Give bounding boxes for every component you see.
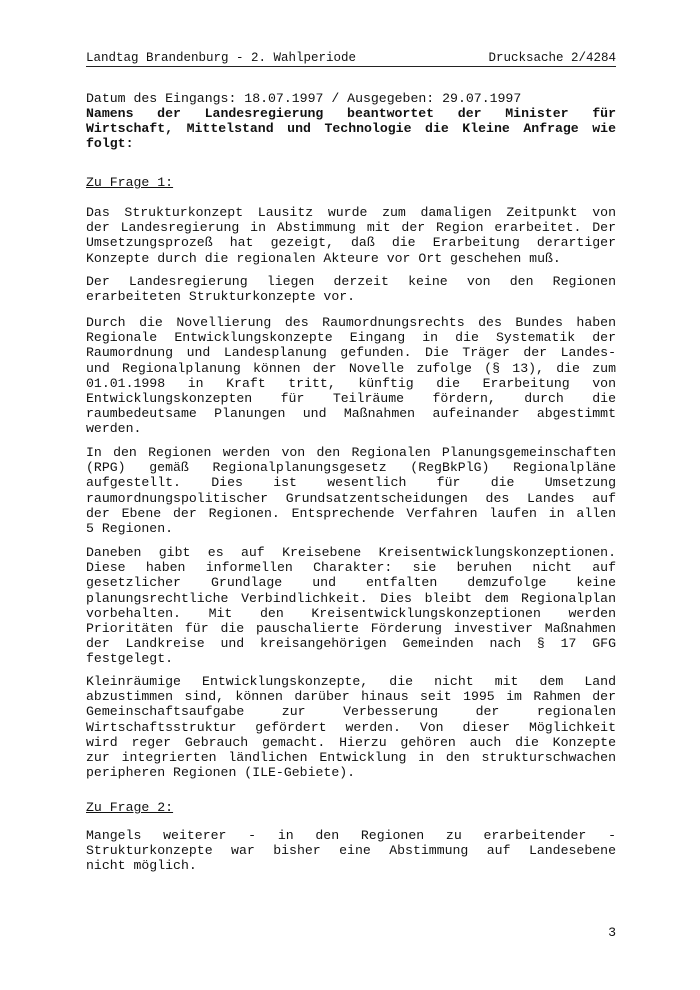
paragraph-line: planungsrechtliche Verbindlichkeit. Dies bleibt dem Regionalplan xyxy=(86,590,616,606)
frage1-heading-text: Zu Frage 1: xyxy=(86,175,174,190)
paragraph-line: wird reger Gebrauch gemacht. Hierzu gehören auch die Konzepte xyxy=(86,734,616,750)
frage1-paragraph-6 xyxy=(86,674,616,780)
paragraph-line: vorbehalten. Mit den Kreisentwicklungskonzeptionen werden xyxy=(86,605,616,621)
paragraph-line: Der Landesregierung liegen derzeit keine von den Regionen xyxy=(86,274,616,289)
frage1-paragraph-3 xyxy=(86,315,616,437)
paragraph-line: und Regionalplanung können der Novelle zufolge (§ 13), die zum xyxy=(86,360,616,376)
header-document-number: Drucksache 2/4284 xyxy=(488,51,616,65)
paragraph-line: Durch die Novellierung des Raumordnungsrechts des Bundes haben xyxy=(86,315,616,330)
paragraph-line: der Ebene der Regionen. Entsprechende Verfahren laufen in allen xyxy=(86,505,616,521)
paragraph-line: werden. xyxy=(86,421,142,437)
paragraph-line: abzustimmen sind, können darüber hinaus seit 1995 im Rahmen der xyxy=(86,689,616,705)
intro-line: Wirtschaft, Mittelstand und Technologie die Kleine Anfrage wie xyxy=(86,121,616,137)
dates-text: Datum des Eingangs: 18.07.1997 / Ausgegeben: 29.07.1997 xyxy=(86,91,522,106)
paragraph-line: Raumordnung und Landesplanung gefunden. Die Träger der Landes- xyxy=(86,345,616,361)
paragraph-line: gesetzlicher Grundlage und entfalten demzufolge keine xyxy=(86,575,616,591)
paragraph-line: Regionale Entwicklungskonzepte Eingang in die Systematik der xyxy=(86,330,616,346)
paragraph-line: Daneben gibt es auf Kreisebene Kreisentwicklungskonzeptionen. xyxy=(86,545,616,560)
paragraph-line: peripheren Regionen (ILE-Gebiete). xyxy=(86,765,356,781)
paragraph-line: zur integrierten ländlichen Entwicklung in den strukturschwachen xyxy=(86,749,616,765)
intro-line: Namens der Landesregierung beantwortet der Minister für xyxy=(86,106,616,121)
paragraph-line: Strukturkonzepte war bisher eine Abstimmung auf Landesebene xyxy=(86,843,616,859)
date-line xyxy=(86,91,616,106)
paragraph-line: Kleinräumige Entwicklungskonzepte, die nicht mit dem Land xyxy=(86,674,616,689)
paragraph-line: Umsetzungsprozeß hat gezeigt, daß die Erarbeitung derartiger xyxy=(86,235,616,251)
intro-paragraph xyxy=(86,106,616,152)
paragraph-line: 5 Regionen. xyxy=(86,520,174,536)
page-number: 3 xyxy=(608,925,616,940)
frage1-paragraph-1 xyxy=(86,205,616,266)
page-header xyxy=(86,50,616,67)
frage2-heading-text: Zu Frage 2: xyxy=(86,800,174,815)
paragraph-line: Wirtschaftsstruktur gefördert werden. Von dieser Möglichkeit xyxy=(86,719,616,735)
paragraph-line: 01.01.1998 in Kraft tritt, künftig die Erarbeitung von xyxy=(86,375,616,391)
paragraph-line: Das Strukturkonzept Lausitz wurde zum damaligen Zeitpunkt von xyxy=(86,205,616,220)
paragraph-line: Konzepte durch die regionalen Akteure vor Ort geschehen muß. xyxy=(86,250,561,266)
paragraph-line: Entwicklungskonzepten für Teilräume fördern, durch die xyxy=(86,390,616,406)
frage2-heading xyxy=(86,800,616,815)
frage1-paragraph-5 xyxy=(86,545,616,667)
frage1-paragraph-2 xyxy=(86,274,616,304)
paragraph-line: In den Regionen werden von den Regionalen Planungsgemeinschaften xyxy=(86,445,616,460)
frage1-paragraph-4 xyxy=(86,445,616,536)
paragraph-line: (RPG) gemäß Regionalplanungsgesetz (RegBkPlG) Regionalpläne xyxy=(86,460,616,476)
paragraph-line: Diese haben informellen Charakter: sie beruhen nicht auf xyxy=(86,560,616,576)
intro-line: folgt: xyxy=(86,136,134,152)
header-parliament: Landtag Brandenburg - 2. Wahlperiode xyxy=(86,51,357,65)
paragraph-line: der Landesregierung in Abstimmung mit der Region erarbeitet. Der xyxy=(86,220,616,236)
paragraph-line: aufgestellt. Dies ist wesentlich für die Umsetzung xyxy=(86,475,616,491)
paragraph-line: Mangels weiterer - in den Regionen zu erarbeitender - xyxy=(86,828,616,843)
paragraph-line: festgelegt. xyxy=(86,651,174,667)
paragraph-line: raumbedeutsame Planungen und Maßnahmen aufeinander abgestimmt xyxy=(86,406,616,422)
paragraph-line: Prioritäten für die pauschalierte Förderung investiver Maßnahmen xyxy=(86,620,616,636)
paragraph-line: der Landkreise und kreisangehörigen Gemeinden nach § 17 GFG xyxy=(86,636,616,652)
frage2-paragraph-1 xyxy=(86,828,616,874)
paragraph-line: nicht möglich. xyxy=(86,858,197,874)
paragraph-line: erarbeiteten Strukturkonzepte vor. xyxy=(86,289,356,305)
paragraph-line: raumordnungspolitischer Grundsatzentscheidungen des Landes auf xyxy=(86,490,616,506)
frage1-heading xyxy=(86,175,616,190)
paragraph-line: Gemeinschaftsaufgabe zur Verbesserung der regionalen xyxy=(86,704,616,720)
